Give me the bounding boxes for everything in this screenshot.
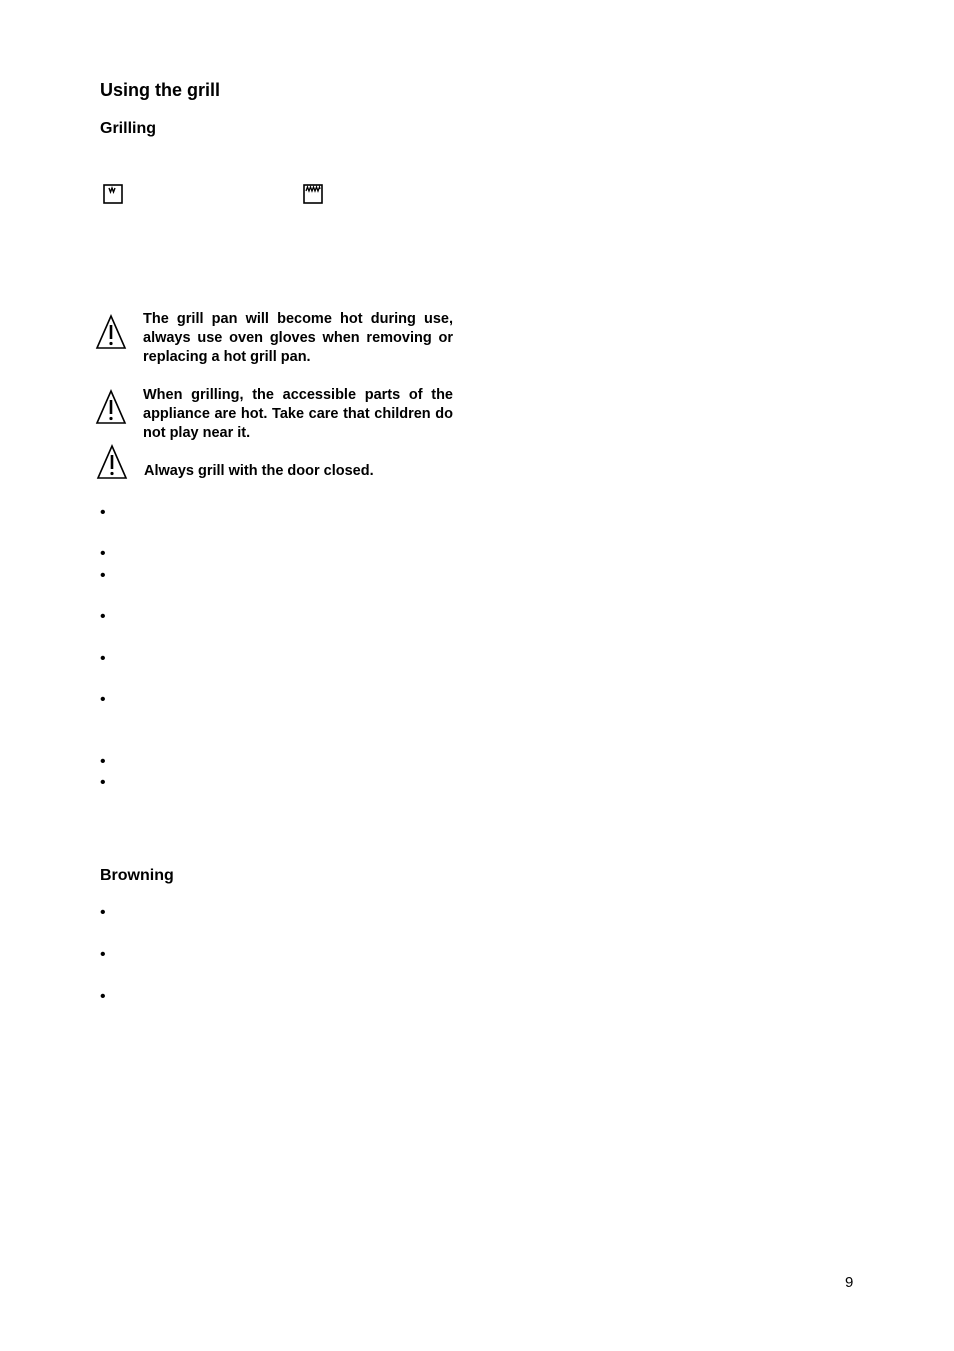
list-item-bullet: • [100,567,106,584]
list-item-bullet: • [100,946,106,963]
list-item-bullet: • [100,753,106,770]
list-item-bullet: • [100,504,106,521]
warning-text-children: When grilling, the accessible parts of the appliance are hot. Take care that children do not play near it. [143,387,453,441]
grilling-heading: Grilling [100,120,156,137]
warning-icon [95,314,127,350]
list-item-bullet: • [100,691,106,708]
list-item-bullet: • [100,608,106,625]
warning-text-hot-pan: The grill pan will become hot during use, always use oven gloves when removing or replacing a hot grill pan. [143,311,453,365]
list-item-bullet: • [100,650,106,667]
half-grill-icon [103,184,123,204]
browning-heading: Browning [100,867,174,884]
list-item-bullet: • [100,988,106,1005]
warning-text-door-closed: Always grill with the door closed. [144,463,374,479]
list-item-bullet: • [100,904,106,921]
page-title: Using the grill [100,80,221,100]
list-item-bullet: • [100,774,106,791]
list-item-bullet: • [100,545,106,562]
page-number: 9 [845,1274,854,1291]
warning-icon [95,389,127,425]
full-grill-icon [303,184,323,204]
warning-icon [96,444,128,480]
